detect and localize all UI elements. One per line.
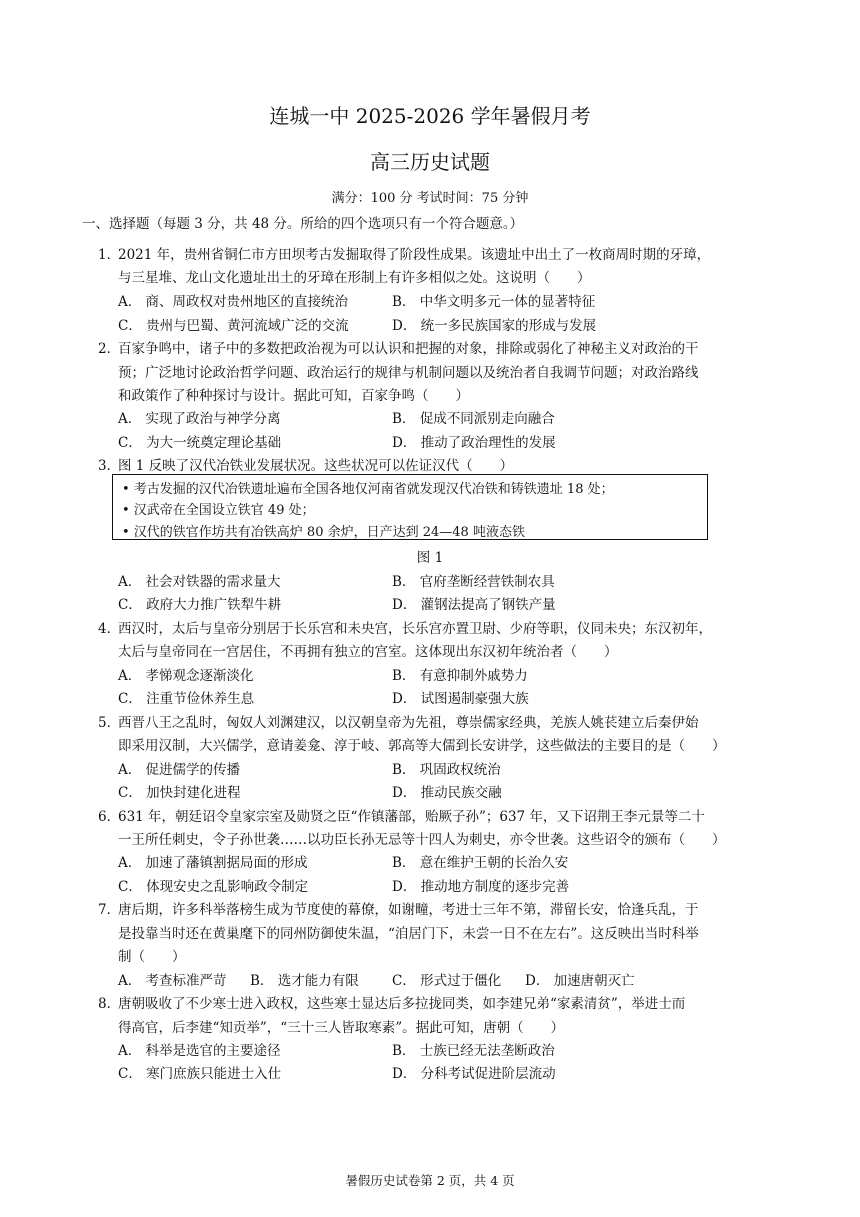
option-d: D． 推动地方制度的逐步完善 xyxy=(392,879,570,895)
option-a: A． 科举是选官的主要途径 xyxy=(118,1043,281,1059)
option-c: C． 政府大力推广铁犁牛耕 xyxy=(118,597,282,613)
option-c: C． 注重节俭休养生息 xyxy=(118,691,255,707)
option-a: A． 商、周政权对贵州地区的直接统治 xyxy=(118,294,349,310)
option-d: D． 统一多民族国家的形成与发展 xyxy=(392,318,597,334)
section-heading: 一、选择题（每题 3 分，共 48 分。所给的四个选项只有一个符合题意。） xyxy=(82,216,524,232)
question-number: 3． xyxy=(98,458,121,474)
option-c: C． 形式过于僵化 xyxy=(392,973,502,989)
question-text-line: 西汉时，太后与皇帝分别居于长乐宫和未央宫，长乐宫亦置卫尉、少府等职，仪同未央；东汉初年， xyxy=(118,621,712,637)
option-d: D． 灌钢法提高了钢铁产量 xyxy=(392,597,556,613)
option-c: C． 体现安史之乱影响政令制定 xyxy=(118,879,309,895)
option-a: A． 考查标准严苛 xyxy=(118,973,227,989)
exam-title: 连城一中 2025-2026 学年暑假月考 xyxy=(269,104,591,128)
question-number: 2． xyxy=(98,341,121,357)
question-text-line: 一王所任刺史，令子孙世袭……以功臣长孙无忌等十四人为刺史，亦令世袭。这些诏令的颁布（ ） xyxy=(118,832,726,848)
option-a: A． 孝悌观念逐渐淡化 xyxy=(118,668,254,684)
figure-bullet: • 汉武帝在全国设立铁官 49 处； xyxy=(122,503,315,518)
option-c: C． 贵州与巴蜀、黄河流域广泛的交流 xyxy=(118,318,349,334)
option-d: D． 试图遏制豪强大族 xyxy=(392,691,529,707)
question-text-line: 是投靠当时还在黄巢麾下的同州防御使朱温，“洎居门下，未尝一日不在左右”。这反映出当时科举 xyxy=(118,926,699,942)
question-number: 8． xyxy=(98,996,121,1012)
option-b: B． 巩固政权统治 xyxy=(392,762,501,778)
option-b: B． 选才能力有限 xyxy=(250,973,359,989)
option-b: B． 有意抑制外戚势力 xyxy=(392,668,528,684)
question-number: 6． xyxy=(98,809,121,825)
option-a: A． 加速了藩镇割据局面的形成 xyxy=(118,855,308,871)
option-a: A． 促进儒学的传播 xyxy=(118,762,241,778)
question-text-line: 和政策作了种种探讨与设计。据此可知，百家争鸣（ ） xyxy=(118,388,469,404)
question-text-line: 百家争鸣中，诸子中的多数把政治视为可以认识和把握的对象，排除或弱化了神秘主义对政治的干 xyxy=(118,341,699,357)
option-c: C． 加快封建化进程 xyxy=(118,785,241,801)
option-a: A． 实现了政治与神学分离 xyxy=(118,411,281,427)
page-footer: 暑假历史试卷第 2 页，共 4 页 xyxy=(345,1173,515,1188)
question-text-line: 唐后期，许多科举落榜生成为节度使的幕僚，如谢疃，考进士三年不第，滞留长安，恰逢兵乱，于 xyxy=(118,902,699,918)
question-number: 5． xyxy=(98,715,121,731)
question-number: 1． xyxy=(98,247,121,263)
question-text-line: 制（ ） xyxy=(118,949,186,965)
figure-bullet: • 考古发掘的汉代冶铁遗址遍布全国各地仅河南省就发现汉代冶铁和铸铁遗址 18 处； xyxy=(122,482,614,497)
figure-caption: 图 1 xyxy=(416,550,444,566)
option-c: C． 寒门庶族只能进士入仕 xyxy=(118,1066,282,1082)
option-d: D． 分科考试促进阶层流动 xyxy=(392,1066,556,1082)
question-text-line: 唐朝吸收了不少寒士进入政权，这些寒士显达后多拉拢同类，如李建兄弟“家素清贫”，举进士而 xyxy=(118,996,686,1012)
question-number: 4． xyxy=(98,621,121,637)
option-d: D． 推动民族交融 xyxy=(392,785,502,801)
question-text-line: 2021 年，贵州省铜仁市方田坝考古发掘取得了阶段性成果。该遗址中出土了一枚商周时期的牙璋， xyxy=(118,247,711,263)
option-b: B． 官府垄断经营铁制农具 xyxy=(392,574,555,590)
exam-meta: 满分：100 分 考试时间：75 分钟 xyxy=(331,191,529,206)
question-number: 7． xyxy=(98,902,121,918)
option-a: A． 社会对铁器的需求量大 xyxy=(118,574,281,590)
option-b: B． 意在维护王朝的长治久安 xyxy=(392,855,569,871)
exam-subtitle: 高三历史试题 xyxy=(370,150,490,174)
question-text-line: 与三星堆、龙山文化遗址出土的牙璋在形制上有许多相似之处。这说明（ ） xyxy=(118,270,591,286)
question-text-line: 得高官，后李建“知贡举”，“三十三人皆取寒素”。据此可知，唐朝（ ） xyxy=(118,1020,565,1036)
question-text-line: 图 1 反映了汉代冶铁业发展状况。这些状况可以佐证汉代（ ） xyxy=(118,458,514,474)
option-b: B． 中华文明多元一体的显著特征 xyxy=(392,294,596,310)
question-text-line: 631 年，朝廷诏令皇家宗室及勋贤之臣“作镇藩部，贻厥子孙”；637 年，又下诏荆王李元景等二十 xyxy=(118,809,705,825)
question-text-line: 预；广泛地讨论政治哲学问题、政治运行的规律与机制问题以及统治者自我调节问题；对政治路线 xyxy=(118,365,699,381)
option-d: D． 加速唐朝灭亡 xyxy=(525,973,635,989)
option-c: C． 为大一统奠定理论基础 xyxy=(118,435,282,451)
option-b: B． 士族已经无法垄断政治 xyxy=(392,1043,555,1059)
question-text-line: 太后与皇帝同在一宫居住，不再拥有独立的宫室。这体现出东汉初年统治者（ ） xyxy=(118,644,618,660)
question-text-line: 西晋八王之乱时，匈奴人刘渊建汉，以汉朝皇帝为先祖，尊崇儒家经典，羌族人姚苌建立后秦伊始 xyxy=(118,715,699,731)
option-d: D． 推动了政治理性的发展 xyxy=(392,435,556,451)
question-text-line: 即采用汉制，大兴儒学，意请姜龛、淳于岐、郭高等大儒到长安讲学，这些做法的主要目的是（ ） xyxy=(118,738,726,754)
option-b: B． 促成不同派别走向融合 xyxy=(392,411,555,427)
figure-bullet: • 汉代的铁官作坊共有冶铁高炉 80 余炉，日产达到 24—48 吨液态铁 xyxy=(122,525,525,540)
